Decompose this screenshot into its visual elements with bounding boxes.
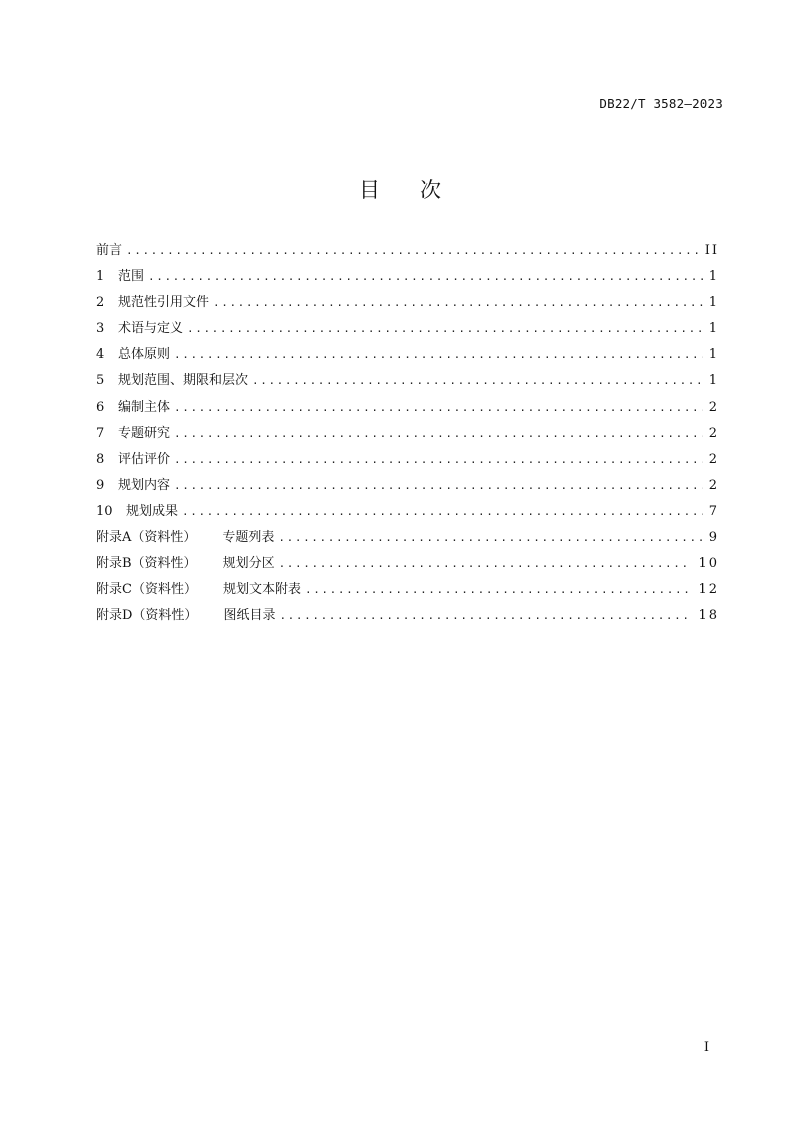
toc-entry-title: 范围: [118, 269, 145, 285]
toc-entry-appendix-b[interactable]: [96, 553, 717, 579]
toc-page-number: 1: [708, 373, 719, 389]
toc-page-number: II: [704, 243, 719, 258]
toc-dot-leader: [174, 475, 703, 497]
toc-page-number: 1: [708, 269, 719, 285]
toc-entry-title: 图纸目录: [223, 608, 276, 624]
toc-page-number: 1: [708, 347, 719, 363]
toc-appendix-label: 附录D（资料性）: [96, 608, 198, 624]
toc-page-number: 18: [698, 608, 719, 624]
toc-entry-appendix-c[interactable]: [96, 579, 717, 605]
toc-entry-6[interactable]: [96, 397, 717, 423]
toc-dot-leader: [213, 292, 703, 314]
toc-entry-title: 总体原则: [118, 347, 171, 363]
toc-page-number: 9: [708, 530, 719, 546]
toc-dot-leader: [305, 579, 692, 601]
toc-dot-leader: [174, 344, 703, 366]
toc-entry-number: 3: [96, 321, 105, 337]
toc-entry-2[interactable]: [96, 292, 717, 318]
toc-entry-1[interactable]: [96, 266, 717, 292]
toc-entry-number: 9: [96, 477, 105, 493]
toc-appendix-label: 附录B（资料性）: [96, 556, 197, 572]
toc-dot-leader: [187, 318, 703, 340]
toc-page-number: 7: [708, 503, 719, 519]
toc-entry-title: 规划内容: [118, 477, 171, 493]
toc-dot-leader: [126, 240, 699, 262]
toc-page-number: 2: [708, 399, 719, 415]
toc-dot-leader: [279, 553, 693, 575]
toc-entry-number: 7: [96, 425, 105, 441]
toc-entry-title: 编制主体: [118, 399, 171, 415]
toc-entry-4[interactable]: [96, 344, 717, 370]
table-of-contents: [96, 240, 717, 631]
toc-entry-number: 5: [96, 373, 105, 389]
toc-entry-number: 8: [96, 451, 105, 467]
toc-dot-leader: [279, 605, 692, 627]
toc-entry-preface[interactable]: [96, 240, 717, 266]
toc-entry-number: 6: [96, 399, 105, 415]
toc-entry-title: 规划范围、期限和层次: [118, 373, 249, 389]
toc-page-number: 2: [708, 477, 719, 493]
page-number: I: [703, 1040, 709, 1055]
toc-entry-5[interactable]: [96, 370, 717, 396]
toc-appendix-label: 附录A（资料性）: [96, 530, 197, 546]
toc-dot-leader: [148, 266, 703, 288]
toc-entry-title: 专题列表: [222, 530, 275, 546]
toc-entry-appendix-d[interactable]: [96, 605, 717, 631]
toc-page-number: 1: [708, 321, 719, 337]
toc-dot-leader: [174, 449, 703, 471]
toc-entry-number: 10: [96, 503, 113, 519]
toc-dot-leader: [182, 501, 703, 523]
toc-entry-7[interactable]: [96, 423, 717, 449]
toc-entry-number: 4: [96, 347, 105, 363]
toc-entry-title: 规范性引用文件: [118, 295, 210, 311]
toc-entry-9[interactable]: [96, 475, 717, 501]
toc-page-number: 10: [698, 556, 719, 572]
toc-page-number: 12: [698, 582, 719, 598]
toc-entry-title: 前言: [96, 243, 123, 258]
toc-dot-leader: [174, 397, 703, 419]
toc-entry-number: 1: [96, 269, 105, 285]
document-code: DB22/T 3582—2023: [599, 96, 723, 111]
toc-dot-leader: [174, 423, 703, 445]
toc-dot-leader: [278, 527, 702, 549]
toc-entry-8[interactable]: [96, 449, 717, 475]
toc-entry-title: 规划成果: [126, 503, 179, 519]
toc-entry-10[interactable]: [96, 501, 717, 527]
toc-entry-appendix-a[interactable]: [96, 527, 717, 553]
toc-page-number: 2: [708, 425, 719, 441]
toc-entry-title: 规划文本附表: [222, 582, 301, 598]
toc-entry-title: 规划分区: [222, 556, 275, 572]
toc-entry-3[interactable]: [96, 318, 717, 344]
toc-entry-title: 专题研究: [118, 425, 171, 441]
toc-entry-number: 2: [96, 295, 105, 311]
toc-appendix-label: 附录C（资料性）: [96, 582, 197, 598]
toc-title: 目次: [359, 178, 481, 202]
toc-dot-leader: [252, 370, 703, 392]
toc-entry-title: 术语与定义: [118, 321, 184, 337]
toc-page-number: 1: [708, 295, 719, 311]
toc-entry-title: 评估评价: [118, 451, 171, 467]
toc-page-number: 2: [708, 451, 719, 467]
